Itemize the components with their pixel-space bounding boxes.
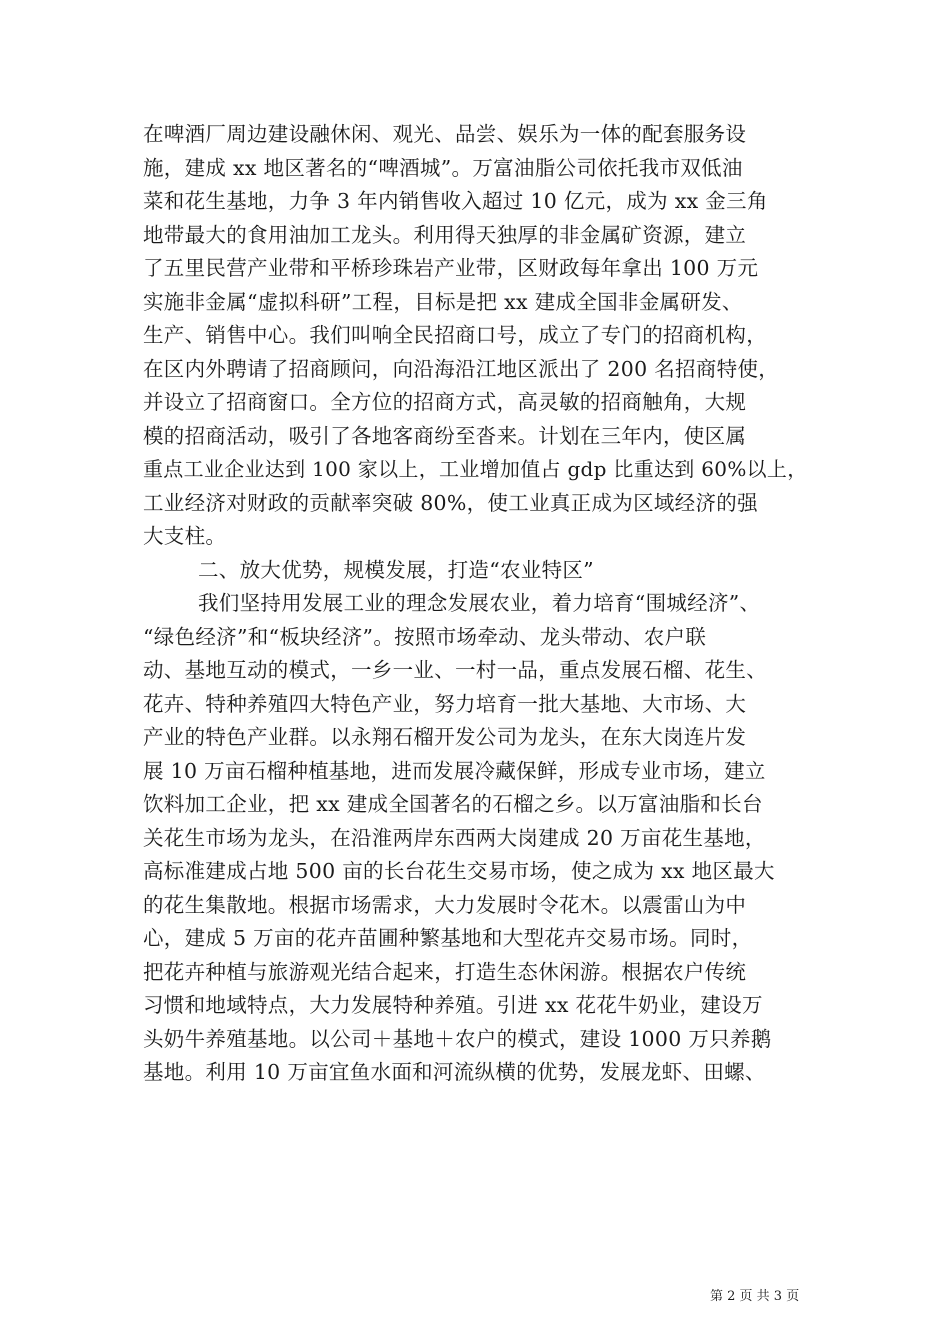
document-body xyxy=(143,119,823,1091)
text-line: 实施非金属“虚拟科研”工程，目标是把 xx 建成全国非金属研发、 xyxy=(143,289,743,314)
paragraph-first-line: 我们坚持用发展工业的理念发展农业，着力培育“围城经济”、 xyxy=(198,591,761,615)
text-line: 展 10 万亩石榴种植基地，进而发展冷藏保鲜，形成专业市场，建立 xyxy=(143,758,766,783)
text-line: 头奶牛养殖基地。以公司＋基地＋农户的模式，建设 1000 万只养鹅 xyxy=(143,1026,772,1051)
text-line: 并设立了招商窗口。全方位的招商方式，高灵敏的招商触角，大规 xyxy=(143,390,747,414)
text-line: 关花生市场为龙头，在沿淮两岸东西两大岗建成 20 万亩花生基地， xyxy=(143,825,766,850)
text-line: 把花卉种植与旅游观光结合起来，打造生态休闲游。根据农户传统 xyxy=(143,959,747,984)
text-line: 高标准建成占地 500 亩的长台花生交易市场，使之成为 xx 地区最大 xyxy=(143,859,775,883)
page-number: 第 2 页 共 3 页 xyxy=(710,1289,800,1304)
text-line: 饮料加工企业，把 xx 建成全国著名的石榴之乡。以万富油脂和长台 xyxy=(143,792,763,816)
text-line: 产业的特色产业群。以永翔石榴开发公司为龙头，在东大岗连片发 xyxy=(143,725,747,749)
text-line: 地带最大的食用油加工龙头。利用得天独厚的非金属矿资源，建立 xyxy=(143,222,747,247)
text-line: 在啤酒厂周边建设融休闲、观光、品尝、娱乐为一体的配套服务设 xyxy=(143,122,747,146)
text-line: 习惯和地域特点，大力发展特种养殖。引进 xx 花花牛奶业，建设万 xyxy=(143,993,763,1017)
text-line: 的花生集散地。根据市场需求，大力发展时令花木。以震雷山为中 xyxy=(143,892,747,917)
text-line: 菜和花生基地，力争 3 年内销售收入超过 10 亿元，成为 xx 金三角 xyxy=(143,189,768,213)
text-line: 工业经济对财政的贡献率突破 80%，使工业真正成为区域经济的强 xyxy=(143,490,758,515)
text-line: 大支柱。 xyxy=(143,524,227,548)
section-heading: 二、放大优势，规模发展，打造“农业特区” xyxy=(198,557,594,582)
text-line: 了五里民营产业带和平桥珍珠岩产业带，区财政每年拿出 100 万元 xyxy=(143,256,759,280)
text-line: 基地。利用 10 万亩宜鱼水面和河流纵横的优势，发展龙虾、田螺、 xyxy=(143,1060,766,1084)
text-line: 心，建成 5 万亩的花卉苗圃种繁基地和大型花卉交易市场。同时， xyxy=(143,926,753,950)
text-line: 施，建成 xx 地区著名的“啤酒城”。万富油脂公司依托我市双低油 xyxy=(143,155,743,180)
text-line: 花卉、特种养殖四大特色产业，努力培育一批大基地、大市场、大 xyxy=(143,691,747,716)
text-line: 重点工业企业达到 100 家以上，工业增加值占 gdp 比重达到 60%以上， xyxy=(143,457,808,481)
text-line: 生产、销售中心。我们叫响全民招商口号，成立了专门的招商机构， xyxy=(143,323,767,347)
text-line: “绿色经济”和“板块经济”。按照市场牵动、龙头带动、农户联 xyxy=(143,624,707,649)
text-line: 动、基地互动的模式，一乡一业、一村一品，重点发展石榴、花生、 xyxy=(143,658,767,682)
text-line: 模的招商活动，吸引了各地客商纷至沓来。计划在三年内，使区属 xyxy=(143,423,747,448)
text-line: 在区内外聘请了招商顾问，向沿海沿江地区派出了 200 名招商特使， xyxy=(143,356,780,381)
